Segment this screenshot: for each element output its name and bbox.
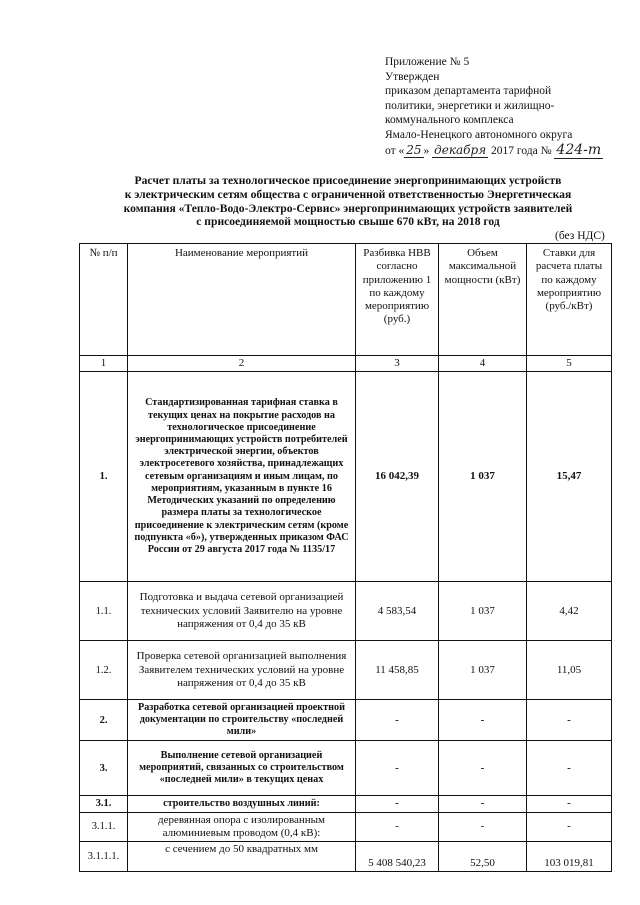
handwritten-order-number: 424-т xyxy=(556,141,602,158)
approval-line-2: политики, энергетики и жилищно- xyxy=(385,99,555,112)
title-line-3: компания «Тепло-Водо-Электро-Сервис» энергопринимающих устройств заявителей xyxy=(123,201,573,215)
table-row xyxy=(80,812,612,842)
row-nvv: - xyxy=(356,741,439,796)
no-vat-note: (без НДС) xyxy=(555,230,605,242)
row-nvv: 5 408 540,23 xyxy=(356,842,439,872)
row-rate: 4,42 xyxy=(527,582,612,641)
approval-line-1: приказом департамента тарифной xyxy=(385,85,552,98)
date-prefix: от « xyxy=(385,144,405,157)
header-row xyxy=(80,244,612,356)
row-power: - xyxy=(439,700,527,741)
row-nvv: 4 583,54 xyxy=(356,582,439,641)
index-cell: 5 xyxy=(527,356,612,372)
row-power: - xyxy=(439,796,527,812)
header-num: № п/п xyxy=(80,244,128,356)
title-line-4: с присоединяемой мощностью свыше 670 кВт, на 2018 год xyxy=(196,215,500,229)
row-num: 1.2. xyxy=(80,641,128,700)
row-nvv: - xyxy=(356,796,439,812)
approved-label: Утвержден xyxy=(385,70,440,83)
index-cell: 4 xyxy=(439,356,527,372)
table-row xyxy=(80,796,612,812)
row-power: - xyxy=(439,812,527,842)
index-cell: 3 xyxy=(356,356,439,372)
appendix-block xyxy=(385,55,630,158)
row-rate: 11,05 xyxy=(527,641,612,700)
approval-line-4: Ямало-Ненецкого автономного округа xyxy=(385,128,573,141)
row-rate: - xyxy=(527,700,612,741)
date-mid: » xyxy=(423,144,430,157)
document-title xyxy=(88,174,608,229)
row-name: с сечением до 50 квадратных мм xyxy=(128,842,356,872)
row-name: Подготовка и выдача сетевой организацией технических условий Заявителю на уровне напряжения от 0,4 до 35 кВ xyxy=(128,582,356,641)
row-rate: - xyxy=(527,796,612,812)
approval-line-3: коммунального комплекса xyxy=(385,114,514,127)
row-num: 3.1.1.1. xyxy=(80,842,128,872)
row-power: 52,50 xyxy=(439,842,527,872)
row-power: - xyxy=(439,741,527,796)
fee-table xyxy=(79,243,612,872)
table-row xyxy=(80,741,612,796)
index-row xyxy=(80,356,612,372)
order-date-line xyxy=(385,143,630,159)
handwritten-month: декабря xyxy=(434,142,487,157)
table-row xyxy=(80,842,612,872)
row-power: 1 037 xyxy=(439,372,527,582)
row-rate: 103 019,81 xyxy=(527,842,612,872)
header-rate: Ставки для расчета платы по каждому мероприятию (руб./кВт) xyxy=(527,244,612,356)
row-nvv: 16 042,39 xyxy=(356,372,439,582)
row-power: 1 037 xyxy=(439,582,527,641)
row-num: 1.1. xyxy=(80,582,128,641)
row-rate: - xyxy=(527,812,612,842)
header-name: Наименование мероприятий xyxy=(128,244,356,356)
row-num: 3.1. xyxy=(80,796,128,812)
index-cell: 2 xyxy=(128,356,356,372)
row-num: 1. xyxy=(80,372,128,582)
row-num: 3.1.1. xyxy=(80,812,128,842)
row-name: Выполнение сетевой организацией мероприятий, связанных со строительством «последней мили» в текущих ценах xyxy=(128,741,356,796)
year-text: 2017 года № xyxy=(491,144,552,157)
header-power: Объем максимальной мощности (кВт) xyxy=(439,244,527,356)
row-rate: 15,47 xyxy=(527,372,612,582)
table-row xyxy=(80,641,612,700)
row-name: Проверка сетевой организацией выполнения Заявителем технических условий на уровне напряжения от 0,4 до 35 кВ xyxy=(128,641,356,700)
row-nvv: 11 458,85 xyxy=(356,641,439,700)
table-row xyxy=(80,700,612,741)
row-num: 2. xyxy=(80,700,128,741)
row-nvv: - xyxy=(356,700,439,741)
table-row xyxy=(80,582,612,641)
row-name: Стандартизированная тарифная ставка в текущих ценах на покрытие расходов на технологическое присоединение энергопринимающих устройств потребителей электрической энергии, объектов электросетевого хозяйства, принадлежащих сетевым организациям и иным лицам, по мероприятиям, указанным в пункте 16 Методических указаний по определению размера платы за технологическое присоединение к электрическим сетям (кроме подпункта «б»), утвержденных приказом ФАС России от 29 августа 2017 года № 1135/17 xyxy=(128,372,356,582)
title-line-2: к электрическим сетям общества с ограниченной ответственностью Энергетическая xyxy=(124,187,572,201)
index-cell: 1 xyxy=(80,356,128,372)
appendix-number: Приложение № 5 xyxy=(385,56,470,68)
row-power: 1 037 xyxy=(439,641,527,700)
row-nvv: - xyxy=(356,812,439,842)
row-name: деревянная опора с изолированным алюминиевым проводом (0,4 кВ): xyxy=(128,812,356,842)
table-row xyxy=(80,372,612,582)
handwritten-day: 25 xyxy=(406,142,422,157)
title-line-1: Расчет платы за технологическое присоединение энергопринимающих устройств xyxy=(134,174,562,187)
header-nvv: Разбивка НВВ согласно приложению 1 по каждому мероприятию (руб.) xyxy=(356,244,439,356)
row-name: строительство воздушных линий: xyxy=(128,796,356,812)
row-num: 3. xyxy=(80,741,128,796)
row-name: Разработка сетевой организацией проектной документации по строительству «последней мили» xyxy=(128,700,356,741)
row-rate: - xyxy=(527,741,612,796)
